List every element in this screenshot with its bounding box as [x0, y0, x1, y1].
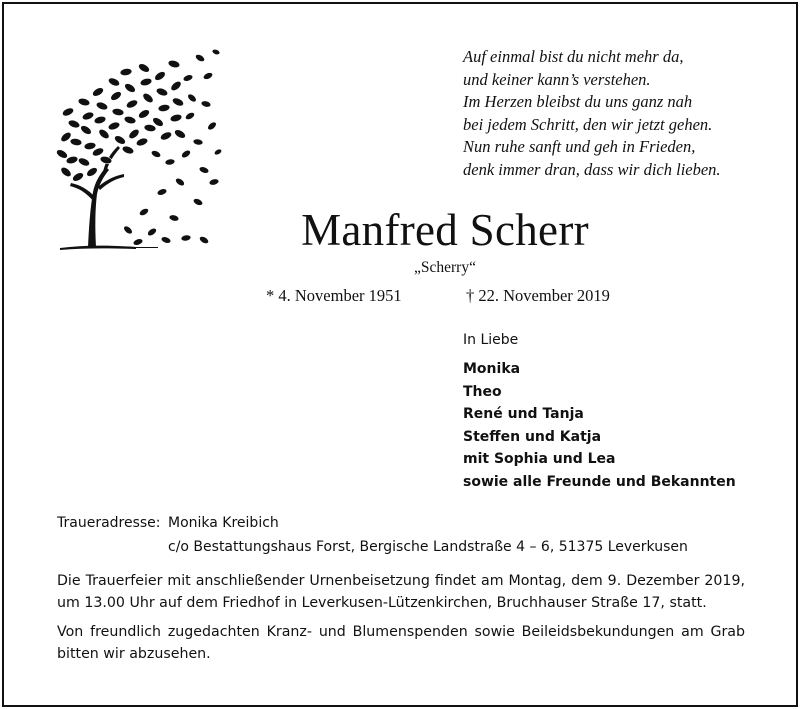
poem-line: Auf einmal bist du nicht mehr da, — [463, 47, 684, 66]
poem-line: und keiner kann’s verstehen. — [463, 69, 651, 89]
address-label: Traueradresse: — [57, 515, 161, 531]
poem-line: Im Herzen bleibst du uns ganz nah — [463, 92, 693, 112]
mourner-name: mit Sophia und Lea — [463, 451, 616, 468]
mourner-name: sowie alle Freunde und Bekannten — [463, 473, 736, 490]
donation-request: Von freundlich zugedachten Kranz- und Blumenspenden sowie Beileidsbekundungen am Grab bitten wir abzusehen. — [57, 624, 745, 662]
poem-line: bei jedem Schritt, den wir jetzt gehen. — [463, 114, 713, 134]
deceased-nickname: „Scherry“ — [414, 259, 476, 276]
mourner-name: Monika — [463, 361, 521, 377]
mourners-intro: In Liebe — [463, 332, 519, 348]
mourner-name: Steffen und Katja — [463, 428, 602, 445]
birth-date: * 4. November 1951 — [266, 286, 402, 305]
deceased-name: Manfred Scherr — [301, 205, 589, 255]
ceremony-notice: Die Trauerfeier mit anschließender Urnenbeisetzung findet am Montag, dem 9. Dezember 2019, um 13.00 Uhr auf dem Friedhof in Leverkusen-Lützenkirchen, Bruchhauser Straße 17, statt. — [57, 573, 745, 611]
poem-line: denk immer dran, dass wir dich lieben. — [463, 159, 721, 179]
memorial-poem — [463, 46, 721, 182]
address-line-2: c/o Bestattungshaus Forst, Bergische Landstraße 4 – 6, 51375 Leverkusen — [168, 539, 688, 555]
mourners-list — [463, 358, 736, 494]
poem-line: Nun ruhe sanft und geh in Frieden, — [463, 137, 696, 157]
address-line-1: Monika Kreibich — [168, 515, 279, 531]
mourner-name: René und Tanja — [463, 406, 584, 423]
mourner-name: Theo — [463, 383, 502, 400]
death-date: † 22. November 2019 — [466, 286, 610, 305]
